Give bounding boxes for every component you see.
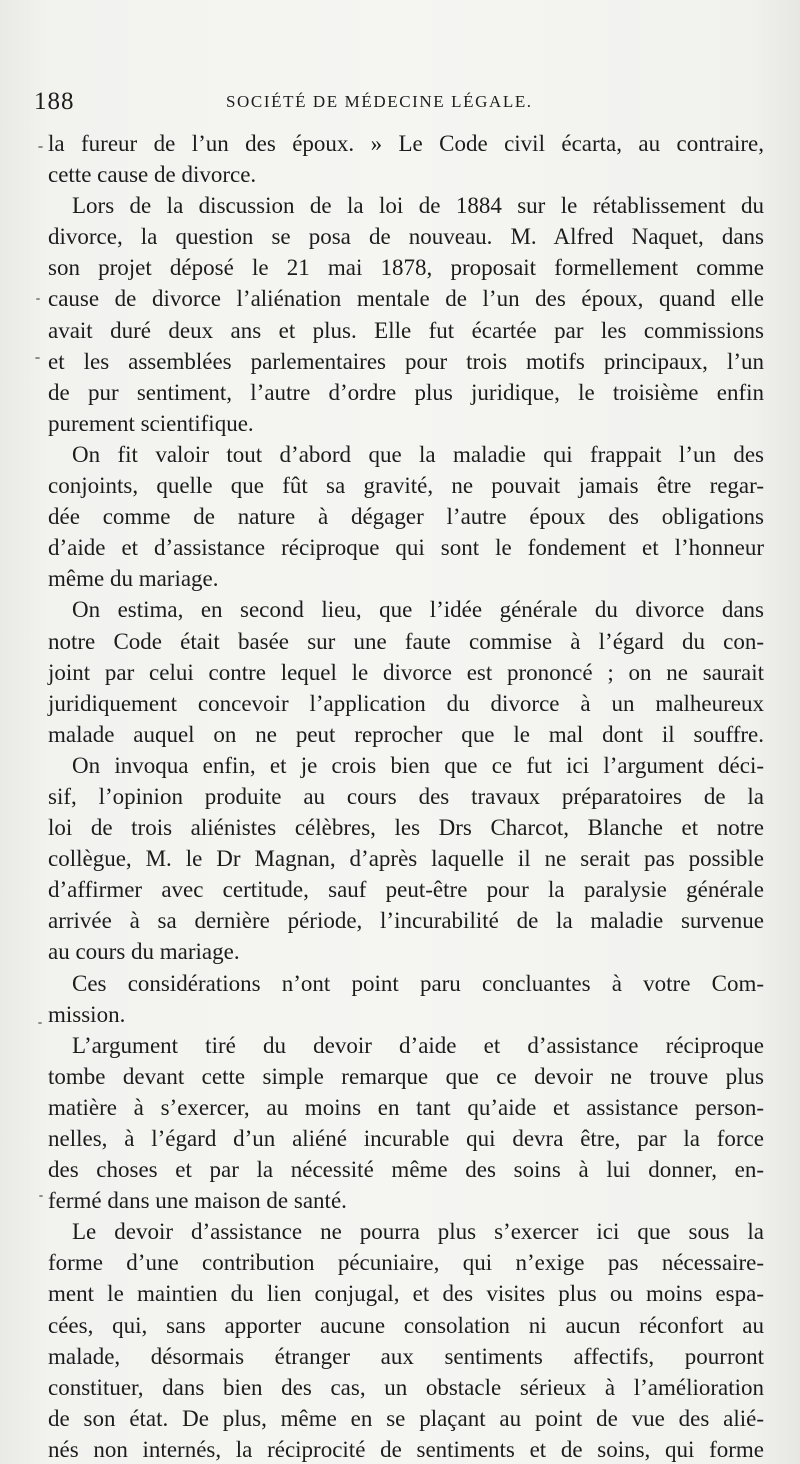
text-line: forme d’une contribution pécuniaire, qui n’exige pas nécessaire- [48, 1250, 764, 1276]
text-line: de son état. De plus, même en se plaçant au point de vue des alié- [48, 1405, 764, 1431]
text-line: avait duré deux ans et plus. Elle fut écartée par les commissions [48, 317, 764, 343]
paper-speck [39, 1195, 43, 1197]
text-line: matière à s’exercer, au moins en tant qu’aide et assistance person- [48, 1094, 764, 1120]
text-line: notre Code était basée sur une faute commise à l’égard du con- [48, 628, 764, 654]
paper-speck [38, 1022, 42, 1024]
text-line: divorce, la question se posa de nouveau. M. Alfred Naquet, dans [48, 224, 764, 250]
text-line: On estima, en second lieu, que l’idée générale du divorce dans [72, 597, 764, 623]
text-line: loi de trois aliénistes célèbres, les Drs Charcot, Blanche et notre [48, 815, 764, 841]
page-header [30, 88, 770, 124]
text-line: d’aide et d’assistance réciproque qui sont le fondement et l’honneur [48, 535, 764, 561]
text-line: fermé dans une maison de santé. [48, 1188, 347, 1214]
text-line: malade, désormais étranger aux sentiments affectifs, pourront [48, 1343, 764, 1369]
text-line: son projet déposé le 21 mai 1878, proposait formellement comme [48, 255, 764, 281]
text-line: purement scientifique. [48, 410, 254, 436]
text-line: dée comme de nature à dégager l’autre époux des obligations [48, 504, 764, 530]
text-line: au cours du mariage. [48, 939, 240, 965]
text-line: On fit valoir tout d’abord que la maladie qui frappait l’un des [72, 441, 764, 467]
text-line: malade auquel on ne peut reprocher que le mal dont il souffre. [48, 721, 764, 747]
text-line: la fureur de l’un des époux. » Le Code civil écarta, au contraire, [48, 131, 764, 156]
text-line: juridiquement concevoir l’application du divorce à un malheureux [48, 690, 764, 716]
text-line: mission. [48, 1001, 126, 1027]
page-number: 188 [34, 88, 75, 115]
text-line: même du mariage. [48, 566, 219, 592]
text-line: d’affirmer avec certitude, sauf peut-être pour la paralysie générale [48, 877, 764, 903]
text-line: nés non internés, la réciprocité de sentiments et de soins, qui forme [48, 1436, 764, 1462]
text-line: tombe devant cette simple remarque que ce devoir ne trouve plus [48, 1063, 764, 1089]
text-line: ment le maintien du lien conjugal, et des visites plus ou moins espa- [48, 1281, 764, 1307]
text-line: arrivée à sa dernière période, l’incurabilité de la maladie survenue [48, 908, 764, 934]
text-line: L’argument tiré du devoir d’aide et d’assistance réciproque [72, 1032, 764, 1058]
text-line: conjoints, quelle que fût sa gravité, ne pouvait jamais être regar- [48, 473, 764, 499]
text-line: cette cause de divorce. [48, 162, 257, 188]
text-line: joint par celui contre lequel le divorce est prononcé ; on ne saurait [48, 659, 764, 685]
text-line: sif, l’opinion produite au cours des travaux préparatoires de la [48, 783, 764, 809]
text-line: Lors de la discussion de la loi de 1884 sur le rétablissement du [72, 193, 764, 219]
body-text [48, 128, 764, 1464]
text-line: constituer, dans bien des cas, un obstacle sérieux à l’amélioration [48, 1374, 764, 1400]
text-line: nelles, à l’égard d’un aliéné incurable qui devra être, par la force [48, 1126, 764, 1151]
text-line: cause de divorce l’aliénation mentale de l’un des époux, quand elle [48, 286, 764, 312]
text-line: collègue, M. le Dr Magnan, d’après laquelle il ne serait pas possible [48, 846, 764, 872]
paper-speck [36, 298, 40, 300]
text-line: Le devoir d’assistance ne pourra plus s’exercer ici que sous la [72, 1219, 764, 1245]
text-line: et les assemblées parlementaires pour trois motifs principaux, l’un [48, 348, 764, 374]
running-title: SOCIÉTÉ DE MÉDECINE LÉGALE. [226, 92, 533, 111]
paper-speck [35, 357, 40, 359]
text-line: cées, qui, sans apporter aucune consolation ni aucun réconfort au [48, 1312, 764, 1338]
text-line: des choses et par la nécessité même des soins à lui donner, en- [48, 1157, 764, 1183]
text-line: de pur sentiment, l’autre d’ordre plus juridique, le troisième enfin [48, 379, 764, 405]
text-line: On invoqua enfin, et je crois bien que ce fut ici l’argument déci- [72, 752, 764, 778]
text-line: Ces considérations n’ont point paru concluantes à votre Com- [72, 970, 764, 996]
paper-speck [38, 146, 43, 148]
